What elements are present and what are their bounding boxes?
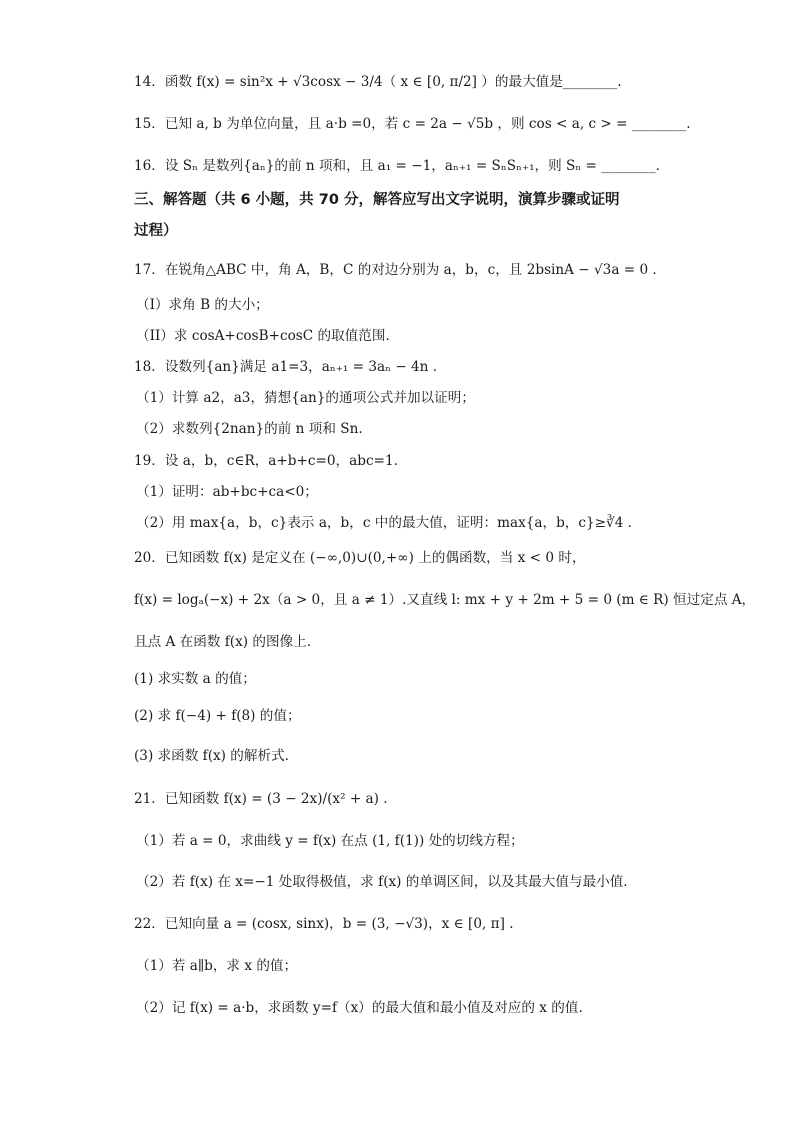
section-3-heading-cont: 过程） — [134, 223, 178, 239]
question-22-part-2: （2）记 f(x) = a·b，求函数 y=f（x）的最大值和最小值及对应的 x 的值. — [136, 1000, 583, 1016]
question-20-line-3: 且点 A 在函数 f(x) 的图像上. — [134, 634, 312, 650]
question-22: 22．已知向量 a = (cosx, sinx)，b = (3, −√3)，x ∈ [0, π] . — [134, 916, 514, 932]
question-18: 18．设数列{an}满足 a1=3，aₙ₊₁ = 3aₙ − 4n . — [134, 359, 438, 375]
question-20: 20．已知函数 f(x) 是定义在 (−∞,0)∪(0,+∞) 上的偶函数，当 x < 0 时， — [134, 550, 586, 566]
question-22-part-1: （1）若 a∥b，求 x 的值； — [136, 958, 298, 974]
section-3-heading: 三、解答题（共 6 小题，共 70 分，解答应写出文字说明，演算步骤或证明 — [134, 192, 620, 208]
question-19-part-2: （2）用 max{a，b，c}表示 a，b，c 中的最大值，证明：max{a，b，c}≥∛4 . — [136, 515, 633, 531]
question-14: 14．函数 f(x) = sin²x + √3cosx − 3/4（ x ∈ [0, π/2] ）的最大值是________. — [134, 74, 622, 90]
question-19: 19．设 a，b，c∈R，a+b+c=0，abc=1. — [134, 453, 398, 469]
question-17: 17．在锐角△ABC 中，角 A，B，C 的对边分别为 a，b，c，且 2bsinA − √3a = 0 . — [134, 262, 657, 278]
question-20-part-1: (1) 求实数 a 的值； — [134, 671, 256, 687]
question-18-part-2: （2）求数列{2nan}的前 n 项和 Sn. — [136, 421, 363, 437]
question-20-part-2: (2) 求 f(−4) + f(8) 的值； — [134, 708, 301, 724]
question-21-part-2: （2）若 f(x) 在 x=−1 处取得极值，求 f(x) 的单调区间，以及其最大值与最小值. — [136, 874, 628, 890]
question-20-line-2: f(x) = logₐ(−x) + 2x（a > 0，且 a ≠ 1）.又直线 l: mx + y + 2m + 5 = 0 (m ∈ R) 恒过定点 A， — [134, 592, 756, 608]
question-15: 15．已知 a, b 为单位向量，且 a·b =0，若 c = 2a − √5b ，则 cos < a, c > = ________. — [134, 116, 691, 132]
question-16: 16．设 Sₙ 是数列{aₙ}的前 n 项和，且 a₁ = −1，aₙ₊₁ = SₙSₙ₊₁，则 Sₙ = ________. — [134, 158, 660, 174]
question-20-part-3: (3) 求函数 f(x) 的解析式. — [134, 748, 290, 764]
question-21: 21．已知函数 f(x) = (3 − 2x)/(x² + a) . — [134, 791, 388, 807]
question-17-part-2: （II）求 cosA+cosB+cosC 的取值范围. — [136, 328, 390, 344]
question-21-part-1: （1）若 a = 0，求曲线 y = f(x) 在点 (1, f(1)) 处的切线方程； — [136, 833, 524, 849]
question-18-part-1: （1）计算 a2，a3，猜想{an}的通项公式并加以证明； — [136, 390, 475, 406]
question-19-part-1: （1）证明：ab+bc+ca<0； — [136, 484, 318, 500]
question-17-part-1: （I）求角 B 的大小； — [136, 297, 269, 313]
